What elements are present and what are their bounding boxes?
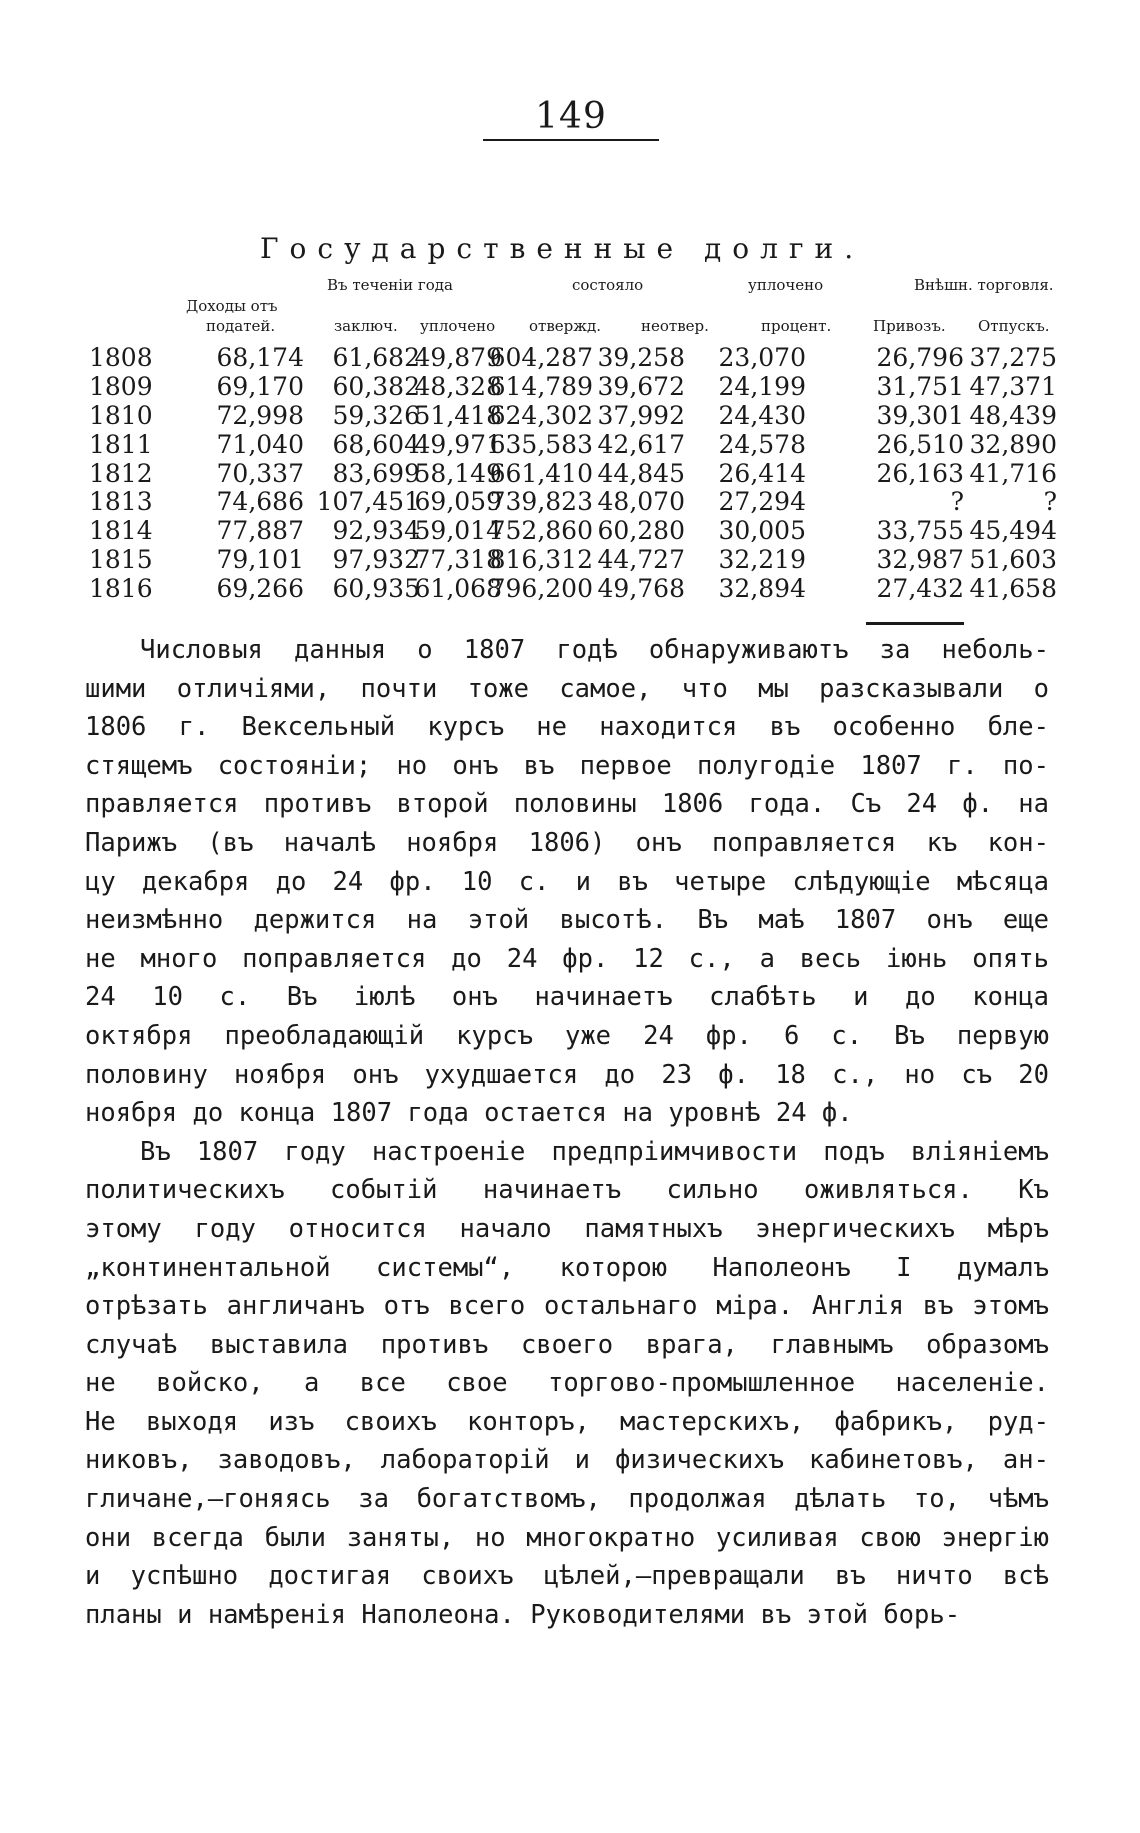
text-line: никовъ, заводовъ, лабораторій и физическихъ кабинетовъ, ан- bbox=[85, 1445, 1049, 1476]
text-line: шими отличіями, почти тоже самое, что мы разсказывали о bbox=[85, 673, 1049, 704]
cell-import: 33,755 bbox=[876, 516, 964, 546]
cell-paid-off: 69,059 bbox=[414, 487, 502, 517]
cell-year: 1808 bbox=[89, 343, 153, 372]
cell-export: 45,494 bbox=[969, 516, 1057, 546]
cell-unapproved: 42,617 bbox=[597, 429, 685, 459]
cell-import: 32,987 bbox=[876, 545, 964, 575]
cell-paid-off: 51,418 bbox=[414, 400, 502, 430]
cell-approved: 661,410 bbox=[489, 458, 593, 488]
cell-export: ? bbox=[1043, 487, 1057, 517]
header-income-line2: податей. bbox=[206, 317, 276, 335]
header-interest: процент. bbox=[761, 317, 832, 335]
text-line: Въ 1807 году настроеніе предпріимчивости подъ вліяніемъ bbox=[140, 1136, 1049, 1167]
cell-income: 79,101 bbox=[216, 545, 304, 575]
cell-import: 26,510 bbox=[876, 429, 964, 459]
cell-concluded: 59,326 bbox=[332, 400, 420, 430]
cell-export: 47,371 bbox=[969, 371, 1057, 401]
text-line: неизмѣнно держится на этой высотѣ. Въ маѣ 1807 онъ еще bbox=[85, 905, 1049, 936]
cell-approved: 752,860 bbox=[489, 516, 593, 546]
cell-interest: 26,414 bbox=[718, 458, 806, 488]
cell-import: 26,163 bbox=[876, 458, 964, 488]
cell-income: 69,170 bbox=[216, 371, 304, 401]
text-line: „континентальной системы“, которою Наполеонъ I думалъ bbox=[85, 1252, 1049, 1283]
header-paid-off: уплочено bbox=[420, 317, 496, 335]
debt-table bbox=[0, 344, 1140, 604]
cell-approved: 614,789 bbox=[489, 371, 593, 401]
cell-paid-off: 58,149 bbox=[414, 458, 502, 488]
table-row bbox=[0, 373, 1140, 402]
cell-import: 26,796 bbox=[876, 343, 964, 372]
cell-unapproved: 39,672 bbox=[597, 371, 685, 401]
table-row bbox=[0, 517, 1140, 546]
cell-income: 68,174 bbox=[216, 343, 304, 372]
text-line: октября преобладающій курсъ уже 24 фр. 6 с. Въ первую bbox=[85, 1020, 1049, 1051]
cell-approved: 635,583 bbox=[489, 429, 593, 459]
body-text bbox=[85, 631, 1049, 1634]
cell-export: 41,716 bbox=[969, 458, 1057, 488]
cell-paid-off: 48,328 bbox=[414, 371, 502, 401]
cell-interest: 24,199 bbox=[718, 371, 806, 401]
cell-approved: 624,302 bbox=[489, 400, 593, 430]
text-line: Парижъ (въ началѣ ноября 1806) онъ поправляется къ кон- bbox=[85, 827, 1049, 858]
cell-unapproved: 39,258 bbox=[597, 343, 685, 372]
paragraph-2 bbox=[85, 1133, 1049, 1635]
cell-paid-off: 61,068 bbox=[414, 574, 502, 604]
cell-export: 48,439 bbox=[969, 400, 1057, 430]
cell-year: 1809 bbox=[89, 371, 153, 401]
header-import: Привозъ. bbox=[873, 317, 946, 335]
cell-import: ? bbox=[950, 487, 964, 517]
text-line: отрѣзать англичанъ отъ всего остальнаго міра. Англія въ этомъ bbox=[85, 1291, 1049, 1322]
cell-interest: 23,070 bbox=[718, 343, 806, 372]
cell-paid-off: 49,879 bbox=[414, 343, 502, 372]
table-row bbox=[0, 460, 1140, 489]
cell-concluded: 107,451 bbox=[316, 487, 420, 517]
header-unapproved: неотвер. bbox=[641, 317, 709, 335]
cell-interest: 24,430 bbox=[718, 400, 806, 430]
header-concluded: заключ. bbox=[334, 317, 398, 335]
cell-year: 1816 bbox=[89, 574, 153, 604]
cell-income: 74,686 bbox=[216, 487, 304, 517]
cell-income: 72,998 bbox=[216, 400, 304, 430]
cell-year: 1812 bbox=[89, 458, 153, 488]
cell-import: 31,751 bbox=[876, 371, 964, 401]
cell-year: 1814 bbox=[89, 516, 153, 546]
header-income-line1: Доходы отъ bbox=[186, 297, 278, 315]
header-paid: уплочено bbox=[748, 276, 824, 294]
cell-interest: 30,005 bbox=[718, 516, 806, 546]
cell-unapproved: 49,768 bbox=[597, 574, 685, 604]
header-consisted: состояло bbox=[572, 276, 644, 294]
table-row bbox=[0, 575, 1140, 604]
cell-unapproved: 60,280 bbox=[597, 516, 685, 546]
header-approved: отвержд. bbox=[529, 317, 602, 335]
table-title: Государственные долги. bbox=[260, 232, 865, 265]
text-line: планы и намѣренія Наполеона. Руководителями въ этой борь- bbox=[85, 1599, 961, 1630]
cell-income: 71,040 bbox=[216, 429, 304, 459]
text-line: политическихъ событій начинаетъ сильно оживляться. Къ bbox=[85, 1175, 1049, 1206]
cell-year: 1813 bbox=[89, 487, 153, 517]
cell-export: 41,658 bbox=[969, 574, 1057, 604]
cell-export: 51,603 bbox=[969, 545, 1057, 575]
header-export: Отпускъ. bbox=[978, 317, 1050, 335]
cell-concluded: 60,935 bbox=[332, 574, 420, 604]
cell-year: 1811 bbox=[89, 429, 153, 459]
paragraph-1 bbox=[85, 631, 1049, 1133]
text-line: этому году относится начало памятныхъ энергическихъ мѣръ bbox=[85, 1213, 1049, 1244]
text-line: не войско, а все свое торгово-промышленное населеніе. bbox=[85, 1368, 1049, 1399]
cell-approved: 816,312 bbox=[489, 545, 593, 575]
cell-concluded: 61,682 bbox=[332, 343, 420, 372]
table-row bbox=[0, 546, 1140, 575]
cell-unapproved: 48,070 bbox=[597, 487, 685, 517]
cell-interest: 27,294 bbox=[718, 487, 806, 517]
cell-concluded: 92,934 bbox=[332, 516, 420, 546]
cell-interest: 24,578 bbox=[718, 429, 806, 459]
text-line: 1806 г. Вексельный курсъ не находится въ особенно бле- bbox=[85, 712, 1049, 743]
text-line: стящемъ состояніи; но онъ въ первое полугодіе 1807 г. по- bbox=[85, 750, 1049, 781]
header-during-year: Въ теченіи года bbox=[327, 276, 453, 294]
header-foreign-trade: Внѣшн. торговля. bbox=[914, 276, 1054, 294]
cell-income: 70,337 bbox=[216, 458, 304, 488]
cell-unapproved: 44,727 bbox=[597, 545, 685, 575]
table-row bbox=[0, 402, 1140, 431]
cell-paid-off: 49,971 bbox=[414, 429, 502, 459]
text-line: цу декабря до 24 фр. 10 с. и въ четыре слѣдующіе мѣсяца bbox=[85, 866, 1049, 897]
table-row bbox=[0, 488, 1140, 517]
cell-approved: 739,823 bbox=[489, 487, 593, 517]
cell-paid-off: 59,014 bbox=[414, 516, 502, 546]
cell-unapproved: 44,845 bbox=[597, 458, 685, 488]
text-line: не много поправляется до 24 фр. 12 с., а весь іюнь опять bbox=[85, 943, 1049, 974]
cell-income: 69,266 bbox=[216, 574, 304, 604]
cell-concluded: 68,604 bbox=[332, 429, 420, 459]
table-end-rule bbox=[866, 622, 964, 625]
text-line: они всегда были заняты, но многократно усиливая свою энергію bbox=[85, 1522, 1049, 1553]
cell-approved: 604,287 bbox=[489, 343, 593, 372]
cell-concluded: 97,932 bbox=[332, 545, 420, 575]
cell-concluded: 60,382 bbox=[332, 371, 420, 401]
cell-import: 39,301 bbox=[876, 400, 964, 430]
cell-year: 1815 bbox=[89, 545, 153, 575]
text-line: правляется противъ второй половины 1806 года. Съ 24 ф. на bbox=[85, 789, 1049, 820]
text-line: гличане,—гоняясь за богатствомъ, продолжая дѣлать то, чѣмъ bbox=[85, 1484, 1049, 1515]
table-row bbox=[0, 431, 1140, 460]
cell-paid-off: 77,318 bbox=[414, 545, 502, 575]
cell-export: 32,890 bbox=[969, 429, 1057, 459]
cell-concluded: 83,699 bbox=[332, 458, 420, 488]
cell-year: 1810 bbox=[89, 400, 153, 430]
page-number: 149 bbox=[483, 96, 659, 141]
text-line: Числовыя данныя о 1807 годѣ обнаруживаютъ за неболь- bbox=[140, 635, 1049, 665]
cell-approved: 796,200 bbox=[489, 574, 593, 604]
table-row bbox=[0, 344, 1140, 373]
text-line: половину ноября онъ ухудшается до 23 ф. 18 с., но съ 20 bbox=[85, 1059, 1049, 1090]
cell-interest: 32,219 bbox=[718, 545, 806, 575]
cell-income: 77,887 bbox=[216, 516, 304, 546]
text-line: Не выходя изъ своихъ конторъ, мастерскихъ, фабрикъ, руд- bbox=[85, 1406, 1049, 1437]
text-line: 24 10 с. Въ іюлѣ онъ начинаетъ слабѣть и до конца bbox=[85, 982, 1049, 1013]
text-line: ноября до конца 1807 года остается на уровнѣ 24 ф. bbox=[85, 1098, 853, 1129]
cell-unapproved: 37,992 bbox=[597, 400, 685, 430]
cell-export: 37,275 bbox=[969, 343, 1057, 372]
cell-import: 27,432 bbox=[876, 574, 964, 604]
cell-interest: 32,894 bbox=[718, 574, 806, 604]
text-line: случаѣ выставила противъ своего врага, главнымъ образомъ bbox=[85, 1329, 1049, 1360]
text-line: и успѣшно достигая своихъ цѣлей,—превращали въ ничто всѣ bbox=[85, 1561, 1049, 1592]
